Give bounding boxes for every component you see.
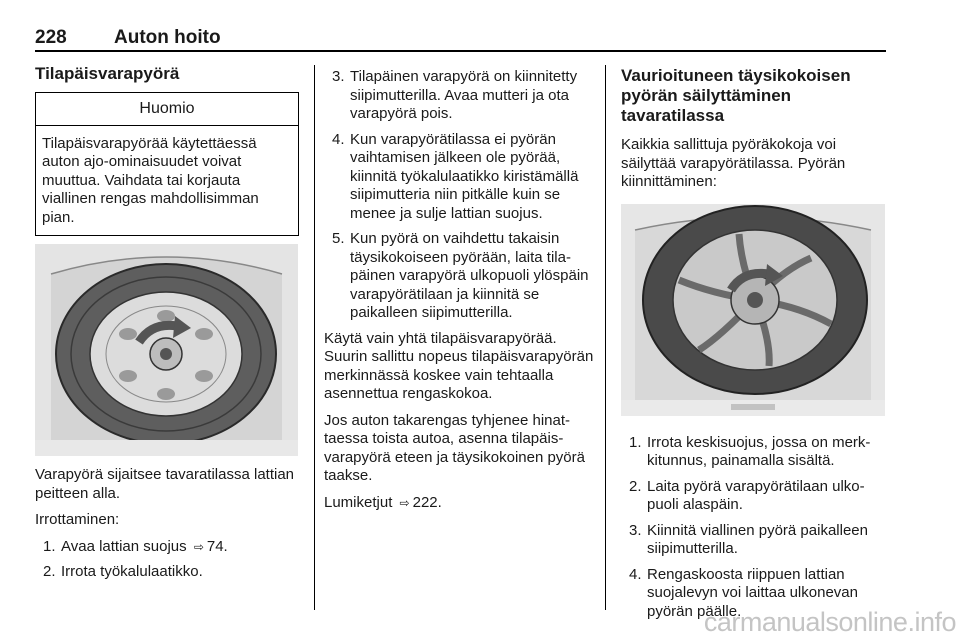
step-text: Avaa lattian suojus (61, 537, 187, 555)
step-number: 2. (629, 477, 642, 495)
figure-temporary-spare-wheel (35, 244, 300, 456)
page-ref-arrow-icon: ⇨ (193, 539, 204, 554)
watermark: carmanualsonline.info (703, 607, 956, 637)
page-ref-link[interactable]: 74. (206, 537, 228, 555)
step-number: 5. (332, 230, 345, 247)
page-number: 228 (35, 27, 67, 48)
step-number: 4. (629, 565, 642, 583)
column-3 (621, 66, 887, 628)
step-number: 1. (43, 537, 56, 555)
list-item (324, 131, 596, 224)
step-number: 2. (43, 563, 56, 580)
step-text: Laita pyörä varapyörätilaan ulkopuoli alaspäin. (647, 477, 865, 513)
step-text: Irrota keskisuojus, jossa on merkkitunnus, painamalla sisältä. (647, 433, 871, 469)
paragraph-storage: Kaikkia sallittuja pyöräkokoja voi säilyttää varapyörätilassa. Pyörän kiinnittäminen: (621, 136, 846, 190)
step-number: 3. (332, 68, 345, 85)
list-item (324, 230, 596, 323)
paragraph-single-spare: Käytä vain yhtä tilapäisvarapyörää. Suurin sallittu nopeus tilapäisvarapyörän merkinnässä koskee vain tehtaalla asennettua rengaskokoa. (324, 329, 594, 402)
list-item (621, 478, 887, 515)
column-2 (324, 68, 596, 520)
note-title: Huomio (36, 93, 298, 126)
column-1 (35, 64, 300, 589)
step-text: Tilapäinen varapyörä on kiinnitetty siipimutterilla. Avaa mutteri ja ota varapyörä pois. (350, 68, 578, 122)
removal-steps-list-continued (324, 68, 596, 323)
removal-steps-list (35, 538, 300, 582)
note-box (35, 92, 299, 236)
step-number: 3. (629, 521, 642, 539)
note-text: Tilapäisvarapyörää käytettäessä auton ajo-ominaisuudet voivat muuttua. Vaihdata tai korjauta viallinen rengas mahdollisimman pian. (42, 134, 259, 226)
section-heading-spare-wheel: Tilapäisvarapyörä (35, 64, 180, 83)
step-text: Irrota työkalulaatikko. (61, 563, 203, 580)
paragraph-location: Varapyörä sijaitsee tavaratilassa lattian peitteen alla. (35, 466, 295, 502)
step-text: Rengaskoosta riippuen lattian suojalevyn voi laittaa ulkonevan pyörän päälle. (647, 565, 858, 620)
chapter-title: Auton hoito (114, 27, 221, 48)
step-text: Kiinnitä viallinen pyörä paikalleen siipimutterilla. (647, 521, 868, 557)
list-item (621, 522, 887, 559)
list-item (621, 434, 887, 471)
step-text: Kun pyörä on vaihdettu takaisin täysikokoiseen pyörään, laita tilapäinen varapyörä ulkopuoli ylöspäin varapyörätilaan ja kiinnitä se paikalleen siipimutterilla. (350, 230, 589, 321)
column-divider-2 (605, 65, 606, 610)
figure-full-size-wheel (621, 204, 887, 416)
list-item (35, 538, 300, 557)
step-text: Kun varapyörätilassa ei pyörän vaihtamisen jälkeen ole pyörää, kiinnitä työkalulaatikko kiristämällä siipimutteria niin pitkälle kuin se menee ja sulje lattian suojus. (350, 130, 579, 222)
snow-chains-text: Lumiketjut (324, 493, 393, 511)
section-heading-damaged-wheel: Vaurioituneen täysikokoisen pyörän säilyttäminen tavaratilassa (621, 66, 851, 125)
page-ref-arrow-icon: ⇨ (399, 495, 410, 510)
paragraph-removal: Irrottaminen: (35, 511, 120, 528)
list-item (35, 563, 300, 582)
column-divider-1 (314, 65, 315, 610)
page-ref-link[interactable]: 222. (412, 493, 442, 511)
storage-steps-list (621, 434, 887, 622)
step-number: 1. (629, 433, 642, 451)
step-number: 4. (332, 130, 345, 148)
paragraph-snow-chains (324, 494, 596, 513)
header-rule (35, 50, 886, 52)
paragraph-towing: Jos auton takarengas tyhjenee hinattaessa toista autoa, asenna tilapäisvarapyörä eteen ja täysikokoinen pyörä taakse. (324, 411, 585, 484)
list-item (324, 68, 596, 124)
